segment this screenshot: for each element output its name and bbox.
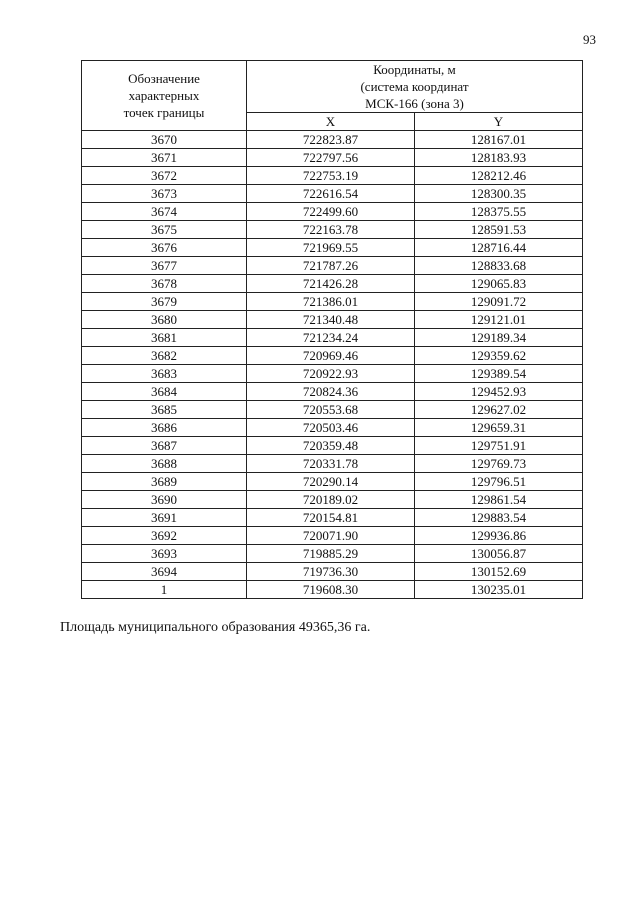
table-row xyxy=(82,239,583,257)
point-cell: 3683 xyxy=(82,365,247,383)
table-row xyxy=(82,275,583,293)
point-cell: 3679 xyxy=(82,293,247,311)
x-coordinate-cell: 722797.56 xyxy=(247,149,415,167)
y-coordinate-cell: 129389.54 xyxy=(415,365,583,383)
header-point-line-3: точек границы xyxy=(123,105,205,120)
y-coordinate-cell: 128300.35 xyxy=(415,185,583,203)
x-coordinate-cell: 721969.55 xyxy=(247,239,415,257)
y-coordinate-cell: 129065.83 xyxy=(415,275,583,293)
y-coordinate-cell: 128833.68 xyxy=(415,257,583,275)
point-cell: 3685 xyxy=(82,401,247,419)
header-coords-line-1: Координаты, м xyxy=(373,62,456,77)
x-coordinate-cell: 722616.54 xyxy=(247,185,415,203)
point-cell: 1 xyxy=(82,581,247,599)
y-coordinate-cell: 128591.53 xyxy=(415,221,583,239)
table-row xyxy=(82,581,583,599)
y-coordinate-cell: 129861.54 xyxy=(415,491,583,509)
x-coordinate-cell: 719736.30 xyxy=(247,563,415,581)
y-coordinate-cell: 128167.01 xyxy=(415,131,583,149)
y-coordinate-cell: 129189.34 xyxy=(415,329,583,347)
header-point-designation xyxy=(82,61,247,131)
x-coordinate-cell: 719885.29 xyxy=(247,545,415,563)
table-row xyxy=(82,293,583,311)
y-coordinate-cell: 129627.02 xyxy=(415,401,583,419)
x-coordinate-cell: 720359.48 xyxy=(247,437,415,455)
table-row xyxy=(82,257,583,275)
point-cell: 3674 xyxy=(82,203,247,221)
x-coordinate-cell: 720071.90 xyxy=(247,527,415,545)
point-cell: 3677 xyxy=(82,257,247,275)
table-row xyxy=(82,365,583,383)
y-coordinate-cell: 129936.86 xyxy=(415,527,583,545)
x-coordinate-cell: 722499.60 xyxy=(247,203,415,221)
table-row xyxy=(82,347,583,365)
y-coordinate-cell: 130152.69 xyxy=(415,563,583,581)
x-coordinate-cell: 722823.87 xyxy=(247,131,415,149)
point-cell: 3690 xyxy=(82,491,247,509)
table-row xyxy=(82,131,583,149)
point-cell: 3692 xyxy=(82,527,247,545)
table-row xyxy=(82,185,583,203)
coordinates-table xyxy=(81,60,583,599)
y-coordinate-cell: 129359.62 xyxy=(415,347,583,365)
x-coordinate-cell: 720553.68 xyxy=(247,401,415,419)
y-coordinate-cell: 129769.73 xyxy=(415,455,583,473)
point-cell: 3693 xyxy=(82,545,247,563)
table-row xyxy=(82,149,583,167)
point-cell: 3678 xyxy=(82,275,247,293)
point-cell: 3680 xyxy=(82,311,247,329)
y-coordinate-cell: 130235.01 xyxy=(415,581,583,599)
table-row xyxy=(82,401,583,419)
x-coordinate-cell: 720969.46 xyxy=(247,347,415,365)
y-coordinate-cell: 129452.93 xyxy=(415,383,583,401)
y-coordinate-cell: 130056.87 xyxy=(415,545,583,563)
header-coords-line-2: (система координат xyxy=(360,79,469,94)
point-cell: 3676 xyxy=(82,239,247,257)
table-row xyxy=(82,329,583,347)
header-coords-line-3: МСК-166 (зона 3) xyxy=(365,96,464,111)
point-cell: 3670 xyxy=(82,131,247,149)
header-point-line-2: характерных xyxy=(128,88,200,103)
x-coordinate-cell: 721426.28 xyxy=(247,275,415,293)
table-row xyxy=(82,491,583,509)
header-point-line-1: Обозначение xyxy=(128,71,200,86)
point-cell: 3689 xyxy=(82,473,247,491)
x-coordinate-cell: 720331.78 xyxy=(247,455,415,473)
y-coordinate-cell: 129121.01 xyxy=(415,311,583,329)
x-coordinate-cell: 720154.81 xyxy=(247,509,415,527)
x-coordinate-cell: 720503.46 xyxy=(247,419,415,437)
table-row xyxy=(82,455,583,473)
x-coordinate-cell: 721787.26 xyxy=(247,257,415,275)
table-row xyxy=(82,437,583,455)
table-row xyxy=(82,563,583,581)
header-x: X xyxy=(247,113,415,131)
point-cell: 3682 xyxy=(82,347,247,365)
x-coordinate-cell: 720922.93 xyxy=(247,365,415,383)
y-coordinate-cell: 128183.93 xyxy=(415,149,583,167)
point-cell: 3691 xyxy=(82,509,247,527)
y-coordinate-cell: 129659.31 xyxy=(415,419,583,437)
header-coordinates xyxy=(247,61,583,113)
table-row xyxy=(82,203,583,221)
table-row xyxy=(82,509,583,527)
x-coordinate-cell: 722163.78 xyxy=(247,221,415,239)
y-coordinate-cell: 129751.91 xyxy=(415,437,583,455)
table-row xyxy=(82,527,583,545)
y-coordinate-cell: 128716.44 xyxy=(415,239,583,257)
y-coordinate-cell: 129091.72 xyxy=(415,293,583,311)
point-cell: 3686 xyxy=(82,419,247,437)
x-coordinate-cell: 720189.02 xyxy=(247,491,415,509)
table-row xyxy=(82,167,583,185)
point-cell: 3671 xyxy=(82,149,247,167)
header-y: Y xyxy=(415,113,583,131)
x-coordinate-cell: 719608.30 xyxy=(247,581,415,599)
point-cell: 3688 xyxy=(82,455,247,473)
point-cell: 3675 xyxy=(82,221,247,239)
x-coordinate-cell: 720290.14 xyxy=(247,473,415,491)
point-cell: 3673 xyxy=(82,185,247,203)
x-coordinate-cell: 720824.36 xyxy=(247,383,415,401)
y-coordinate-cell: 129796.51 xyxy=(415,473,583,491)
point-cell: 3672 xyxy=(82,167,247,185)
point-cell: 3684 xyxy=(82,383,247,401)
area-statement: Площадь муниципального образования 49365,36 га. xyxy=(60,620,371,635)
table-row xyxy=(82,221,583,239)
table-row xyxy=(82,473,583,491)
table-row xyxy=(82,419,583,437)
x-coordinate-cell: 722753.19 xyxy=(247,167,415,185)
table-row xyxy=(82,545,583,563)
y-coordinate-cell: 129883.54 xyxy=(415,509,583,527)
point-cell: 3681 xyxy=(82,329,247,347)
point-cell: 3687 xyxy=(82,437,247,455)
x-coordinate-cell: 721340.48 xyxy=(247,311,415,329)
page-number: 93 xyxy=(583,32,596,47)
x-coordinate-cell: 721234.24 xyxy=(247,329,415,347)
point-cell: 3694 xyxy=(82,563,247,581)
y-coordinate-cell: 128212.46 xyxy=(415,167,583,185)
table-row xyxy=(82,383,583,401)
y-coordinate-cell: 128375.55 xyxy=(415,203,583,221)
table-body xyxy=(82,131,583,599)
table-row xyxy=(82,311,583,329)
x-coordinate-cell: 721386.01 xyxy=(247,293,415,311)
